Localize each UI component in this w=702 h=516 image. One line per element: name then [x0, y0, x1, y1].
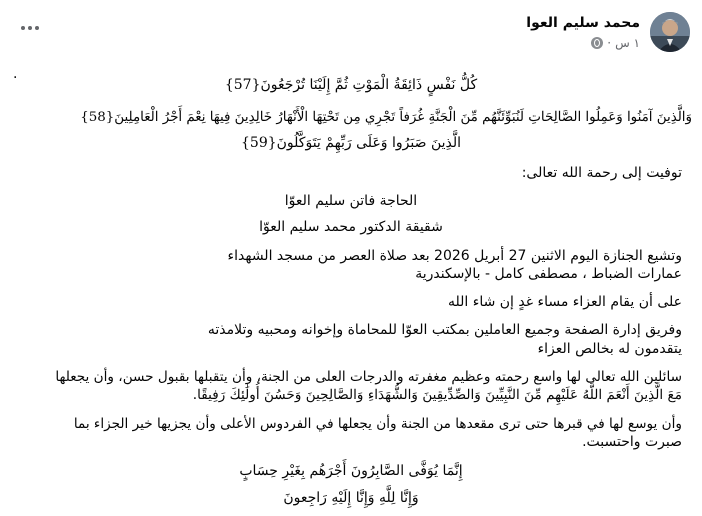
dot-icon: [28, 26, 32, 30]
author-name[interactable]: محمد سليم العوا: [526, 15, 640, 31]
more-options-button[interactable]: [16, 18, 44, 38]
post-header: [12, 10, 690, 54]
text-line: سائلين الله تعالى لها واسع رحمته وعظيم مغفرته والدرجات العلى من الجنة، وأن يتقبلها بقبول حسن، وأن يجعلها: [55, 369, 682, 385]
dot-icon: [35, 26, 39, 30]
text-line: صبرت واحتسبت.: [582, 434, 682, 450]
post-meta: [591, 36, 640, 50]
verse-59: الَّذِينَ صَبَرُوا وَعَلَى رَبِّهِمْ يَتَوَكَّلُونَ{59}: [240, 135, 461, 151]
text-line: عمارات الضباط ، مصطفى كامل - بالإسكندرية: [415, 266, 682, 282]
verse-58: وَالَّذِينَ آمَنُوا وَعَمِلُوا الصَّالِحَاتِ لَنُبَوِّئَنَّهُم مِّنَ الْجَنَّةِ غُرَفاً تَجْرِي مِن تَحْتِهَا الْأَنْهَارُ خَالِدِينَ فِيهَا نِعْمَ أَجْرُ الْعَامِلِينَ{58}: [80, 110, 692, 125]
globe-icon: [591, 37, 603, 49]
meta-separator: ·: [607, 36, 612, 50]
dot-icon: [21, 26, 25, 30]
text-line: وَإِنَّا لِلَّهِ وَإِنَّا إِلَيْهِ رَاجِعونَ: [283, 490, 419, 506]
text-line: وفريق إدارة الصفحة وجميع العاملين بمكتب العوّا للمحاماة وإخوانه ومحبيه وتلامذته: [207, 322, 682, 338]
verse-57: كُلُّ نَفْسٍ ذَائِقَةُ الْمَوْتِ ثُمَّ إِلَيْنَا تُرْجَعُونَ{57}: [224, 77, 478, 93]
text-line: على أن يقام العزاء مساء غدٍ إن شاء الله: [447, 294, 682, 310]
stray-period: .: [13, 66, 18, 82]
text-line: إِنَّمَا يُوَفَّى الصَّابِرُونَ أَجْرَهُم بِغَيْرِ حِسَابٍ: [239, 463, 463, 479]
text-line: يتقدمون له بخالص العزاء: [537, 341, 682, 357]
text-line: توفيت إلى رحمة الله تعالى:: [521, 165, 682, 181]
text-line: الحاجة فاتن سليم العوّا: [284, 193, 418, 209]
avatar[interactable]: [650, 12, 690, 52]
text-line: شقيقة الدكتور محمد سليم العوّا: [259, 219, 443, 235]
text-line: وأن يوسع لها في قبرها حتى ترى مقعدها من الجنة وأن يجعلها في الفردوس الأعلى وأن يجزيها خير الجزاء بما: [73, 416, 682, 432]
post-time[interactable]: ١ س: [615, 36, 640, 50]
text-line: وتشيع الجنازة اليوم الاثنين 27 أبريل 2026 بعد صلاة العصر من مسجد الشهداء: [227, 248, 682, 264]
text-line: مَعَ الَّذِينَ أَنْعَمَ اللَّهُ عَلَيْهِم مِّنَ النَّبِيِّينَ وَالصِّدِّيقِينَ وَالشُّهَدَاءِ وَالصَّالِحِينَ وَحَسُنَ أُولَٰئِكَ رَفِيقًا.: [192, 387, 682, 403]
